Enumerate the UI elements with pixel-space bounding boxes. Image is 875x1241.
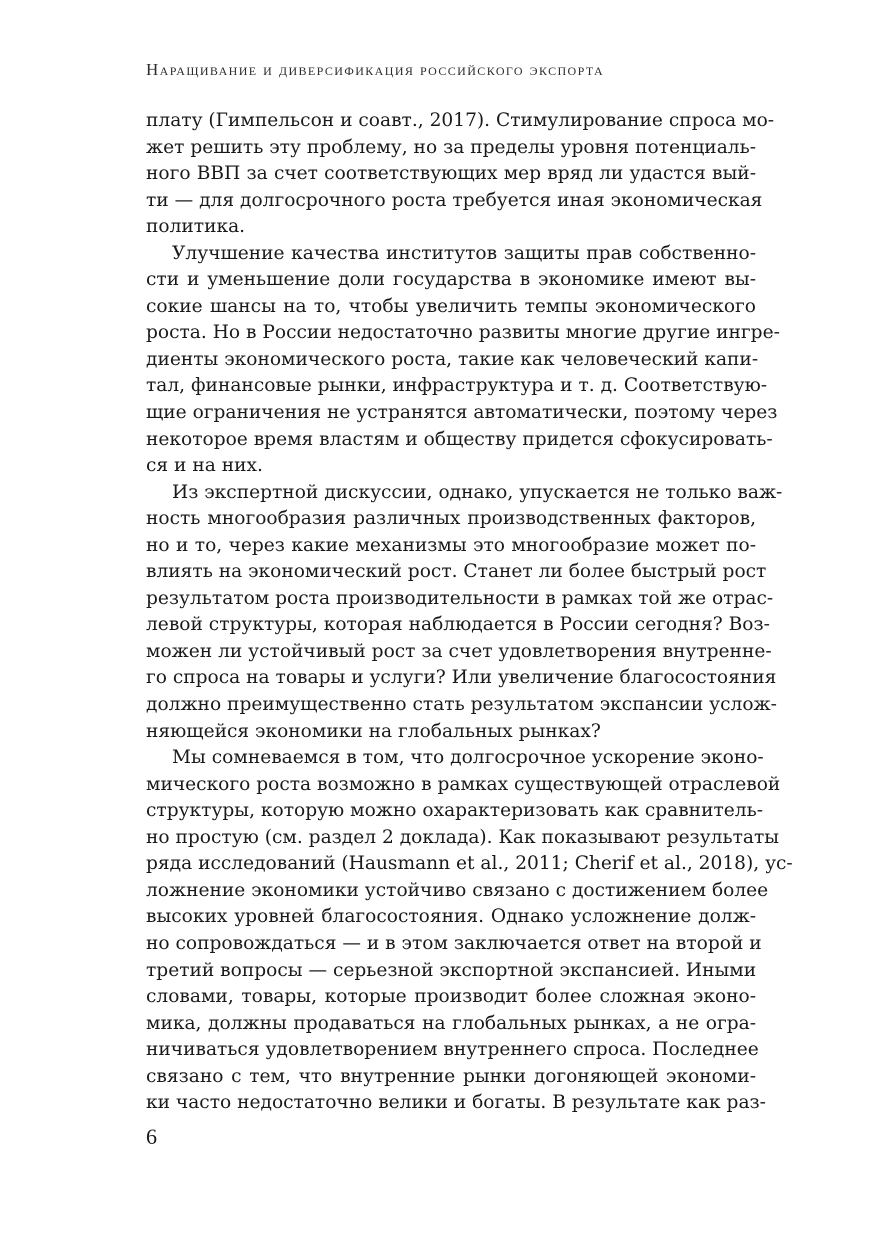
text-line: ки часто недостаточно велики и богаты. В результате как раз- xyxy=(146,1092,766,1114)
text-line: можен ли устойчивый рост за счет удовлетворения внутренне- xyxy=(146,640,772,662)
text-line: мика, должны продаваться на глобальных рынках, а не огра- xyxy=(146,1012,756,1034)
text-line: ся и на них. xyxy=(146,455,263,477)
text-line: структуры, которую можно охарактеризовать как сравнитель- xyxy=(146,800,763,822)
body-text xyxy=(146,108,793,1117)
text-line: третий вопросы — серьезной экспортной экспансией. Иными xyxy=(146,959,757,981)
text-line: влиять на экономический рост. Станет ли более быстрый рост xyxy=(146,561,767,583)
text-line: должно преимущественно стать результатом экспансии услож- xyxy=(146,694,777,716)
text-line: роста. Но в России недостаточно развиты многие другие ингре- xyxy=(146,322,780,344)
text-line: мического роста возможно в рамках существующей отраслевой xyxy=(146,773,781,795)
text-line: политика. xyxy=(146,216,246,238)
text-line: левой структуры, которая наблюдается в России сегодня? Воз- xyxy=(146,614,770,636)
text-line: Мы сомневаемся в том, что долгосрочное ускорение эконо- xyxy=(172,747,764,769)
text-line: ложнение экономики устойчиво связано с достижением более xyxy=(146,879,769,901)
text-line: Из экспертной дискуссии, однако, упускается не только важ- xyxy=(172,481,783,503)
paragraph-4 xyxy=(146,745,793,1117)
text-line: щие ограничения не устранятся автоматически, поэтому через xyxy=(146,402,778,424)
text-line: диенты экономического роста, такие как человеческий капи- xyxy=(146,348,759,370)
text-line: связано с тем, что внутренние рынки догоняющей экономи- xyxy=(146,1065,756,1087)
text-line: няющейся экономики на глобальных рынках? xyxy=(146,720,601,742)
page-number: 6 xyxy=(146,1124,157,1149)
text-line: некоторое время властям и обществу придется сфокусировать- xyxy=(146,428,773,450)
paragraph-1 xyxy=(146,108,775,241)
text-line: Улучшение качества институтов защиты прав собственно- xyxy=(172,242,756,264)
text-line: сокие шансы на то, чтобы увеличить темпы экономического xyxy=(146,295,756,317)
text-line: высоких уровней благосостояния. Однако усложнение долж- xyxy=(146,906,756,928)
text-line: сти и уменьшение доли государства в экономике имеют вы- xyxy=(146,269,756,291)
paragraph-3 xyxy=(146,480,783,745)
text-line: ность многообразия различных производственных факторов, xyxy=(146,508,756,530)
text-line: ного ВВП за счет соответствующих мер вряд ли удастся вый- xyxy=(146,163,756,185)
paragraph-2 xyxy=(146,241,780,480)
text-line: но простую (см. раздел 2 доклада). Как показывают результаты xyxy=(146,826,780,848)
text-line: тал, финансовые рынки, инфраструктура и т. д. Соответствую- xyxy=(146,375,768,397)
running-head: Наращивание и диверсификация российского экспорта xyxy=(146,60,605,79)
text-line: плату (Гимпельсон и соавт., 2017). Стимулирование спроса мо- xyxy=(146,110,775,131)
text-line: ти — для долгосрочного роста требуется иная экономическая xyxy=(146,189,763,211)
text-line: ряда исследований (Hausmann et al., 2011; Cherif et al., 2018), ус- xyxy=(146,853,793,875)
text-line: жет решить эту проблему, но за пределы уровня потенциаль- xyxy=(146,136,756,158)
text-line: но сопровождаться — и в этом заключается ответ на второй и xyxy=(146,932,762,954)
text-line: ничиваться удовлетворением внутреннего спроса. Последнее xyxy=(146,1039,759,1061)
text-line: результатом роста производительности в рамках той же отрас- xyxy=(146,587,774,609)
text-line: но и то, через какие механизмы это многообразие может по- xyxy=(146,534,756,556)
text-line: го спроса на товары и услуги? Или увеличение благосостояния xyxy=(146,667,777,689)
text-line: словами, товары, которые производит более сложная эконо- xyxy=(146,986,756,1008)
